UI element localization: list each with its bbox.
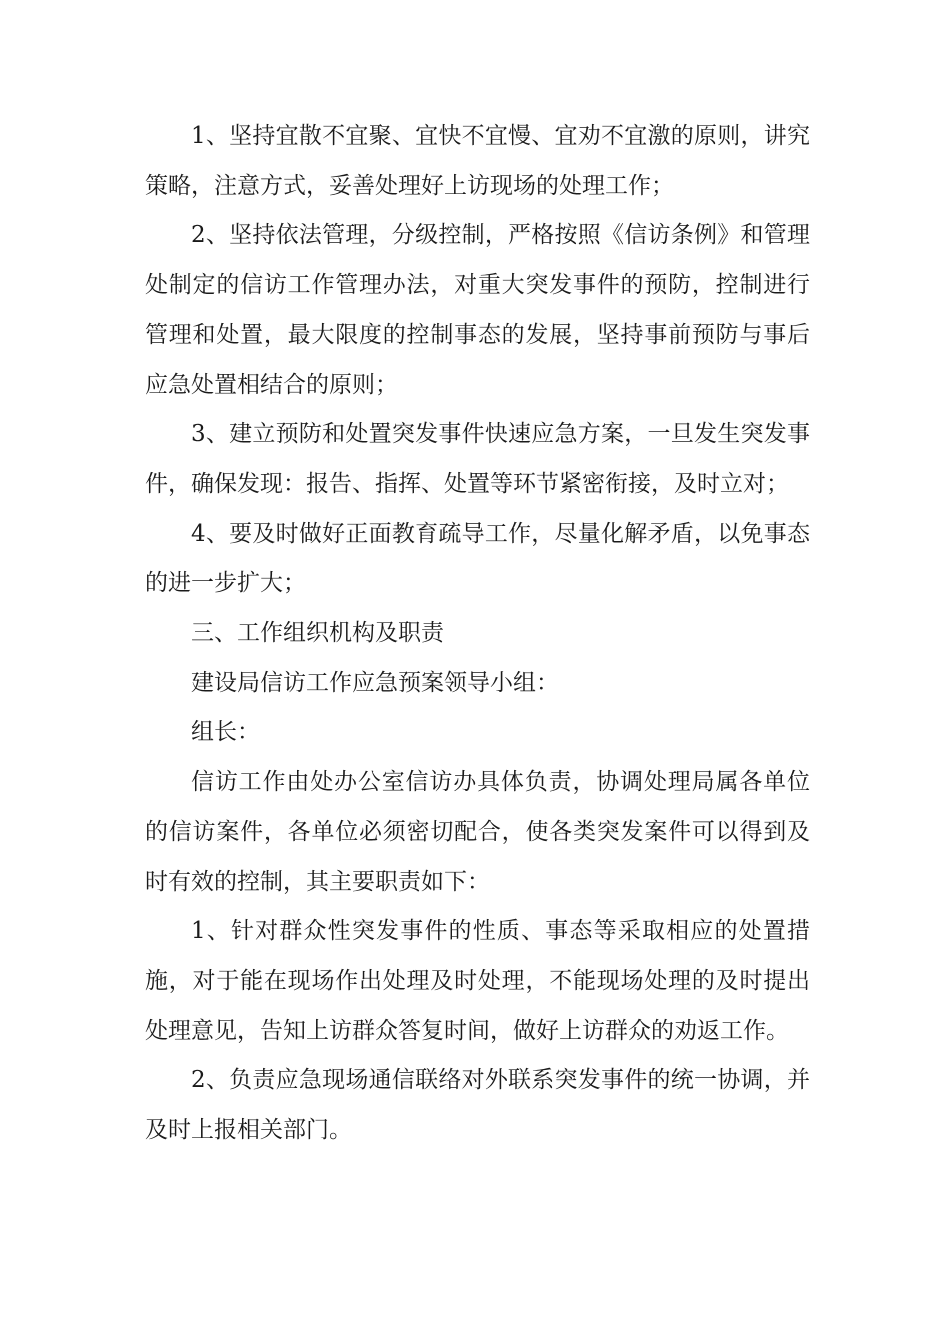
principle-1-paragraph: 1、坚持宜散不宜聚、宜快不宜慢、宜劝不宜激的原则，讲究策略，注意方式，妥善处理好上访现场的处理工作； bbox=[145, 123, 810, 199]
leadership-group-paragraph: 建设局信访工作应急预案领导小组： bbox=[191, 669, 559, 696]
responsibility-intro-paragraph: 信访工作由处办公室信访办具体负责，协调处理局属各单位的信访案件，各单位必须密切配合，使各类突发案件可以得到及时有效的控制，其主要职责如下： bbox=[145, 769, 810, 895]
document-body bbox=[145, 112, 810, 1156]
principle-2-paragraph: 2、坚持依法管理，分级控制，严格按照《信访条例》和管理处制定的信访工作管理办法，对重大突发事件的预防，控制进行管理和处置，最大限度的控制事态的发展，坚持事前预防与事后应急处置相结合的原则； bbox=[145, 222, 810, 398]
principle-4-paragraph: 4、要及时做好正面教育疏导工作，尽量化解矛盾，以免事态的进一步扩大； bbox=[145, 520, 810, 597]
group-leader-paragraph: 组长： bbox=[191, 719, 260, 746]
duty-1-paragraph: 1、针对群众性突发事件的性质、事态等采取相应的处置措施，对于能在现场作出处理及时处理，不能现场处理的及时提出处理意见，告知上访群众答复时间，做好上访群众的劝返工作。 bbox=[145, 918, 810, 1044]
section-heading: 三、工作组织机构及职责 bbox=[191, 620, 444, 647]
principle-3-paragraph: 3、建立预防和处置突发事件快速应急方案，一旦发生突发事件，确保发现：报告、指挥、处置等环节紧密衔接，及时立对； bbox=[145, 421, 810, 497]
duty-2-paragraph: 2、负责应急现场通信联络对外联系突发事件的统一协调，并及时上报相关部门。 bbox=[145, 1067, 810, 1144]
